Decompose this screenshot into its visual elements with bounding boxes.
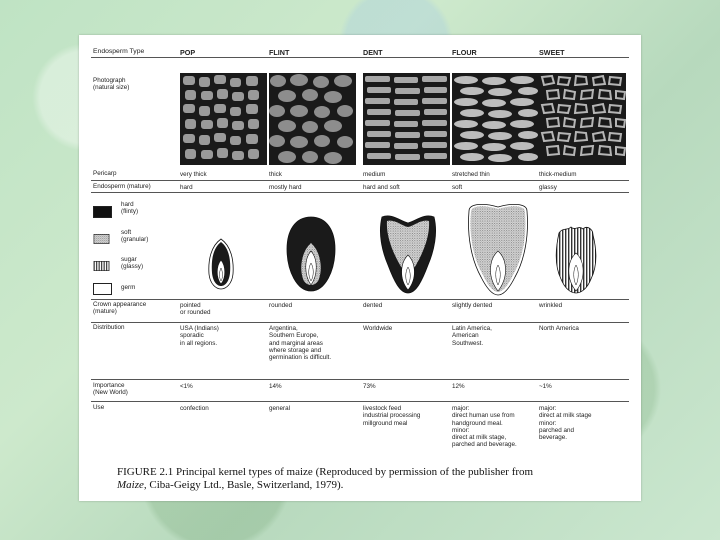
distribution-flint: Argentina, Southern Europe, and marginal areas where storage and germination is difficult. bbox=[269, 325, 332, 362]
distribution-flour: Latin America, American Southwest. bbox=[452, 325, 492, 347]
kernel-photo-flint bbox=[269, 73, 356, 165]
row-label-photograph: Photograph (natural size) bbox=[93, 77, 130, 92]
importance-sweet: ~1% bbox=[539, 383, 552, 390]
figure-caption bbox=[117, 466, 637, 491]
rule-endosperm bbox=[91, 192, 629, 193]
crown-dent: dented bbox=[363, 302, 383, 309]
use-sweet: major: direct at milk stage minor: parched and beverage. bbox=[539, 405, 592, 442]
rule-distribution bbox=[91, 322, 629, 323]
legend-label-germ: germ bbox=[121, 284, 136, 291]
kernel-diagram-sweet bbox=[553, 223, 599, 295]
kernel-diagram-pop bbox=[206, 238, 236, 290]
pericarp-flour: stretched thin bbox=[452, 171, 490, 178]
column-header-flour: FLOUR bbox=[452, 48, 477, 57]
importance-flint: 14% bbox=[269, 383, 282, 390]
legend-swatch-soft bbox=[93, 234, 110, 244]
distribution-pop: USA (Indians) sporadic in all regions. bbox=[180, 325, 219, 347]
crown-sweet: wrinkled bbox=[539, 302, 563, 309]
rule-use bbox=[91, 401, 629, 402]
importance-pop: <1% bbox=[180, 383, 193, 390]
legend-label-hard: hard (flinty) bbox=[121, 201, 139, 216]
column-header-sweet: SWEET bbox=[539, 48, 565, 57]
caption-line-1: FIGURE 2.1 Principal kernel types of maize (Reproduced by permission of the publisher from bbox=[117, 466, 534, 478]
crown-pop: pointed or rounded bbox=[180, 302, 211, 317]
crown-flour: slightly dented bbox=[452, 302, 493, 309]
endosperm-flint: mostly hard bbox=[269, 184, 302, 191]
importance-dent: 73% bbox=[363, 383, 376, 390]
row-label-endosperm-mature: Endosperm (mature) bbox=[93, 183, 151, 190]
rule-header bbox=[91, 57, 629, 58]
caption-source-title: Maize, bbox=[117, 478, 147, 491]
column-header-pop: POP bbox=[180, 48, 196, 57]
kernel-diagram-flint bbox=[285, 215, 337, 293]
use-flour: major: direct human use from handground meal. minor: direct at milk stage, parched and beverage. bbox=[452, 405, 517, 449]
use-dent: livestock feed industrial processing millground meal bbox=[363, 405, 421, 427]
caption-line-2 bbox=[117, 479, 637, 492]
importance-flour: 12% bbox=[452, 383, 465, 390]
kernel-diagram-dent bbox=[378, 211, 438, 295]
legend-label-soft: soft (granular) bbox=[121, 229, 149, 244]
row-label-pericarp: Pericarp bbox=[93, 170, 117, 177]
pericarp-pop: very thick bbox=[180, 171, 207, 178]
rule-crown bbox=[91, 299, 629, 300]
endosperm-flour: soft bbox=[452, 184, 463, 191]
row-label-distribution: Distribution bbox=[93, 324, 125, 331]
column-header-dent: DENT bbox=[363, 48, 383, 57]
kernel-photo-dent bbox=[363, 73, 450, 165]
distribution-dent: Worldwide bbox=[363, 325, 393, 332]
pericarp-dent: medium bbox=[363, 171, 386, 178]
kernel-diagram-flour bbox=[465, 201, 531, 297]
distribution-sweet: North America bbox=[539, 325, 579, 332]
figure-page bbox=[79, 35, 641, 501]
row-label-endosperm-type: Endosperm Type bbox=[93, 48, 145, 55]
pericarp-sweet: thick-medium bbox=[539, 171, 577, 178]
crown-flint: rounded bbox=[269, 302, 293, 309]
row-label-importance: Importance (New World) bbox=[93, 382, 128, 397]
column-header-flint: FLINT bbox=[269, 48, 290, 57]
legend-swatch-germ bbox=[93, 283, 112, 295]
kernel-photo-sweet bbox=[539, 73, 626, 165]
caption-source-rest: Ciba-Geigy Ltd., Basle, Switzerland, 1979). bbox=[146, 478, 344, 491]
row-label-crown: Crown appearance (mature) bbox=[93, 301, 147, 316]
pericarp-flint: thick bbox=[269, 171, 282, 178]
legend-label-sugar: sugar (glassy) bbox=[121, 256, 144, 271]
use-flint: general bbox=[269, 405, 291, 412]
rule-pericarp bbox=[91, 180, 629, 181]
endosperm-dent: hard and soft bbox=[363, 184, 400, 191]
kernel-photo-pop bbox=[180, 73, 267, 165]
endosperm-pop: hard bbox=[180, 184, 193, 191]
rule-importance bbox=[91, 379, 629, 380]
legend-swatch-sugar bbox=[93, 261, 110, 271]
kernel-photo-flour bbox=[452, 73, 539, 165]
row-label-use: Use bbox=[93, 404, 105, 411]
legend-swatch-hard bbox=[93, 206, 112, 218]
endosperm-sweet: glassy bbox=[539, 184, 557, 191]
use-pop: confection bbox=[180, 405, 209, 412]
